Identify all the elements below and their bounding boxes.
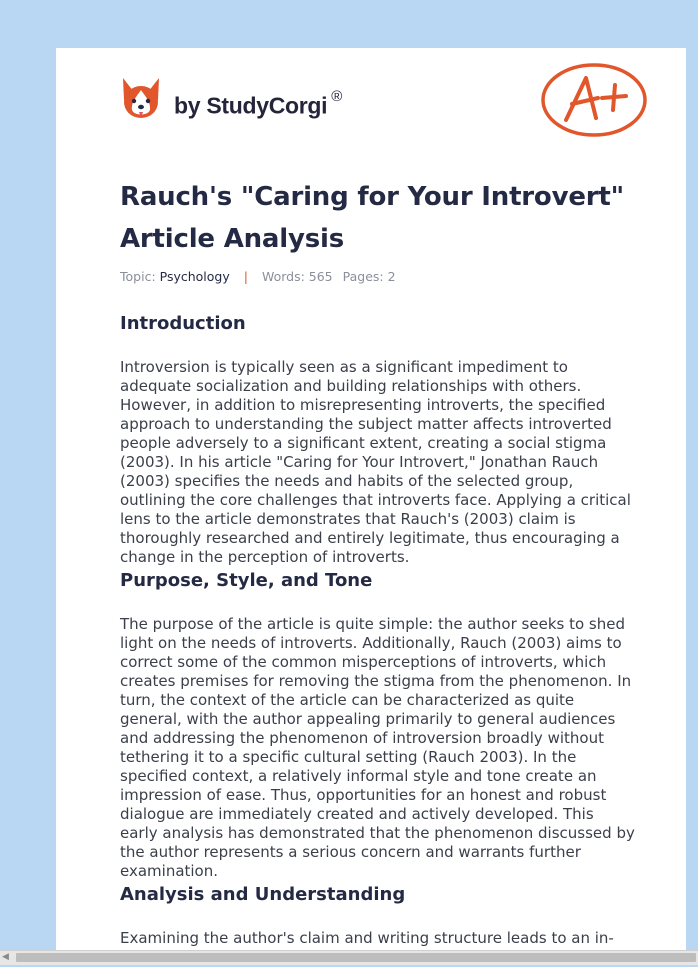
page-title: Rauch's "Caring for Your Introvert" Article Analysis [120, 182, 624, 254]
section-heading-analysis: Analysis and Understanding [120, 884, 406, 905]
horizontal-scrollbar[interactable] [0, 950, 698, 965]
document-body [120, 310, 636, 967]
registered-mark: ® [331, 88, 343, 106]
section-body-purpose: The purpose of the article is quite simple: the author seeks to shed light on the needs of introverts. Additionally, Rauch (2003) aims to correct some of the common misperceptions of introverts, which creates premises for removing the stigma from the phenomenon. In turn, the context of the article can be characterized as quite general, with the author appealing primarily to general audiences and addressing the phenomenon of introversion broadly without tethering it to a specific cultural setting (Rauch 2003). In the specified context, a relatively informal style and tone create an impression of ease. Thus, opportunities for an honest and robust dialogue are immediately created and actively developed. This early analysis has demonstrated that the phenomenon discussed by the author represents a serious concern and warrants further examination. [120, 615, 635, 880]
scrollbar-thumb[interactable] [16, 953, 696, 962]
word-count: Words: 565 [261, 269, 333, 284]
a-plus-badge [538, 58, 650, 146]
meta-separator: | [243, 269, 248, 284]
a-plus-badge-icon [538, 58, 650, 142]
document-page [56, 48, 686, 950]
document-meta [120, 269, 396, 284]
topic-label: Topic: [120, 269, 156, 284]
section-body-analysis: Examining the author's claim and writing structure leads to an in- [120, 929, 614, 947]
brand-logo[interactable] [120, 76, 342, 122]
section-body-introduction: Introversion is typically seen as a significant impediment to adequate socialization and building relationships with others. However, in addition to misrepresenting introverts, the specified approach to understanding the subject matter affects introverted people adversely to a significant extent, creating a social stigma (2003). In his article "Caring for Your Introvert," Jonathan Rauch (2003) specifies the needs and habits of the selected group, outlining the core challenges that introverts face. Applying a critical lens to the article demonstrates that Rauch's (2003) claim is thoroughly researched and entirely legitimate, thus encouraging a change in the perception of introverts. [120, 358, 631, 566]
topic-link[interactable]: Psychology [159, 269, 230, 284]
section-heading-purpose: Purpose, Style, and Tone [120, 570, 373, 591]
grade-text: A+ [538, 58, 540, 59]
section-heading-introduction: Introduction [120, 313, 246, 334]
brand-name [174, 88, 343, 120]
scroll-left-icon[interactable]: ◀ [2, 952, 9, 962]
corgi-icon [120, 76, 162, 122]
page-count: Pages: 2 [342, 269, 396, 284]
brand-name-text: by StudyCorgi [174, 92, 328, 119]
